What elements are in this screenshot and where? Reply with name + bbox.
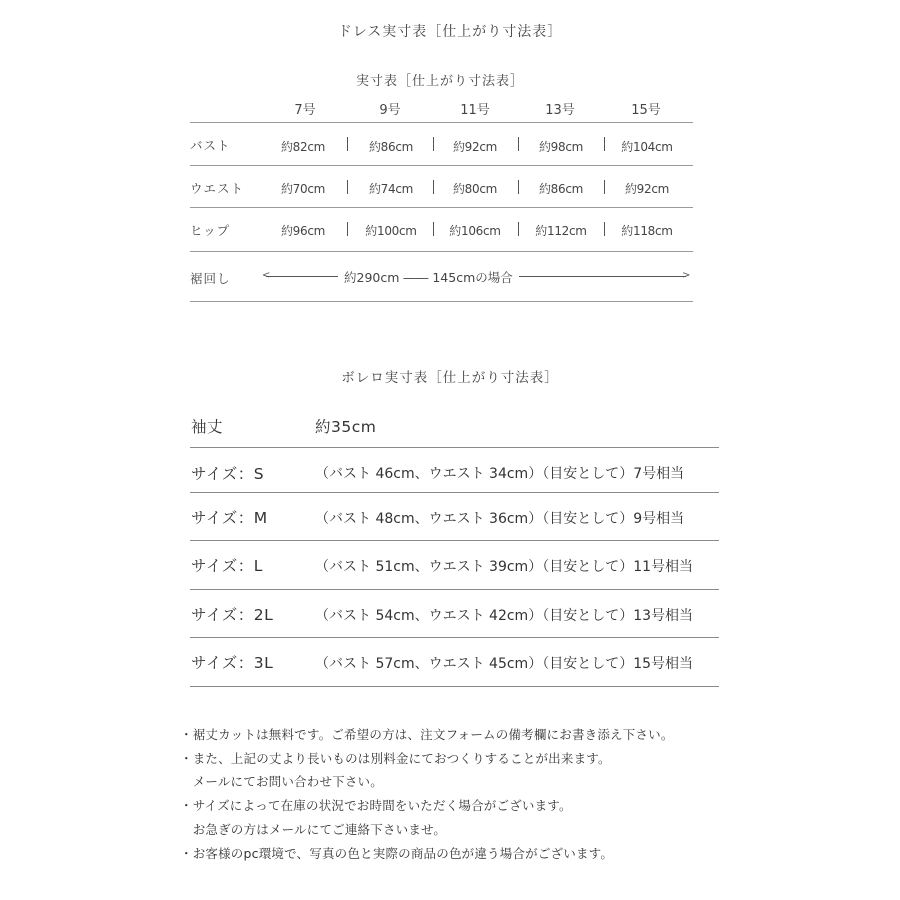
dress-row-label-bust: バスト <box>190 138 231 153</box>
bolero-row-value-m: （バスト 48cm、ウエスト 36cm）（目安として）9号相当 <box>315 511 685 527</box>
bolero-row-label-m: サイズ：M <box>191 509 268 527</box>
dress-cell: 約74cm <box>368 182 414 196</box>
bolero-row-value-2l: （バスト 54cm、ウエスト 42cm）（目安として）13号相当 <box>315 608 694 624</box>
bolero-divider <box>190 686 719 687</box>
bolero-chart-title: ボレロ実寸表［仕上がり寸法表］ <box>341 370 559 386</box>
dress-cell: 約96cm <box>280 224 326 238</box>
dress-cell: 約106cm <box>449 224 501 238</box>
dress-cell: 約92cm <box>624 182 670 196</box>
dress-row-label-waist: ウエスト <box>190 181 245 196</box>
note-line: お急ぎの方はメールにてご連絡下さいませ。 <box>180 822 447 837</box>
column-separator <box>518 180 519 194</box>
note-line: ・サイズによって在庫の状況でお時間をいただく場合がございます。 <box>180 798 572 813</box>
note-line: ・お客様のpc環境で、写真の色と実際の商品の色が違う場合がございます。 <box>180 846 614 861</box>
column-separator <box>433 222 434 236</box>
bolero-divider <box>190 540 719 541</box>
dress-cell: 約82cm <box>280 140 326 154</box>
note-line: ・裾丈カットは無料です。ご希望の方は、注文フォームの備考欄にお書き添え下さい。 <box>180 727 674 742</box>
column-separator <box>433 180 434 194</box>
bolero-row-label-3l: サイズ：3L <box>191 654 274 672</box>
dress-divider <box>190 301 693 302</box>
size-header-7: 7号 <box>294 103 316 118</box>
bolero-row-label-2l: サイズ：2L <box>191 606 274 624</box>
dress-cell: 約92cm <box>452 140 498 154</box>
column-separator <box>518 137 519 151</box>
dress-cell: 約112cm <box>535 224 587 238</box>
bolero-sleeve-value: 約35cm <box>315 418 377 436</box>
dress-cell: 約98cm <box>538 140 584 154</box>
dress-divider <box>190 165 693 166</box>
bolero-row-label-s: サイズ：S <box>191 465 265 483</box>
size-header-15: 15号 <box>631 103 661 118</box>
column-separator <box>347 137 348 151</box>
dress-divider <box>190 122 693 123</box>
bolero-divider <box>190 492 719 493</box>
dress-divider <box>190 207 693 208</box>
bolero-row-value-l: （バスト 51cm、ウエスト 39cm）（目安として）11号相当 <box>315 559 694 575</box>
size-header-9: 9号 <box>379 103 401 118</box>
size-header-13: 13号 <box>545 103 575 118</box>
column-separator <box>347 222 348 236</box>
column-separator <box>604 137 605 151</box>
bolero-divider <box>190 637 719 638</box>
column-separator <box>347 180 348 194</box>
dress-row-label-hem: 裾回し <box>190 271 231 286</box>
bolero-row-value-s: （バスト 46cm、ウエスト 34cm）（目安として）7号相当 <box>315 466 685 482</box>
dress-cell: 約118cm <box>621 224 673 238</box>
dress-cell: 約104cm <box>621 140 673 154</box>
dress-chart-title: ドレス実寸表［仕上がり寸法表］ <box>337 24 563 40</box>
column-separator <box>433 137 434 151</box>
bolero-row-label-l: サイズ：L <box>191 557 263 575</box>
arrow-right-icon: > <box>682 270 691 281</box>
column-separator <box>604 180 605 194</box>
note-line: ・また、上記の丈より長いものは別料金にておつくりすることが出来ます。 <box>180 751 611 766</box>
bolero-sleeve-label: 袖丈 <box>191 418 224 436</box>
dress-cell: 約80cm <box>452 182 498 196</box>
column-separator <box>604 222 605 236</box>
dress-cell: 約100cm <box>365 224 417 238</box>
dress-cell: 約70cm <box>280 182 326 196</box>
size-header-11: 11号 <box>460 103 490 118</box>
note-line: メールにてお問い合わせ下さい。 <box>180 774 383 789</box>
column-separator <box>518 222 519 236</box>
arrow-left-icon: < <box>262 270 271 281</box>
bolero-divider <box>190 447 719 448</box>
bolero-row-value-3l: （バスト 57cm、ウエスト 45cm）（目安として）15号相当 <box>315 656 694 672</box>
dress-chart-subtitle: 実寸表［仕上がり寸法表］ <box>355 74 524 89</box>
dress-row-label-hip: ヒップ <box>190 223 231 238</box>
dress-cell: 約86cm <box>368 140 414 154</box>
hem-value: 約290cm ―― 145cmの場合 <box>338 268 519 286</box>
dress-cell: 約86cm <box>538 182 584 196</box>
dress-divider <box>190 251 693 252</box>
bolero-divider <box>190 589 719 590</box>
